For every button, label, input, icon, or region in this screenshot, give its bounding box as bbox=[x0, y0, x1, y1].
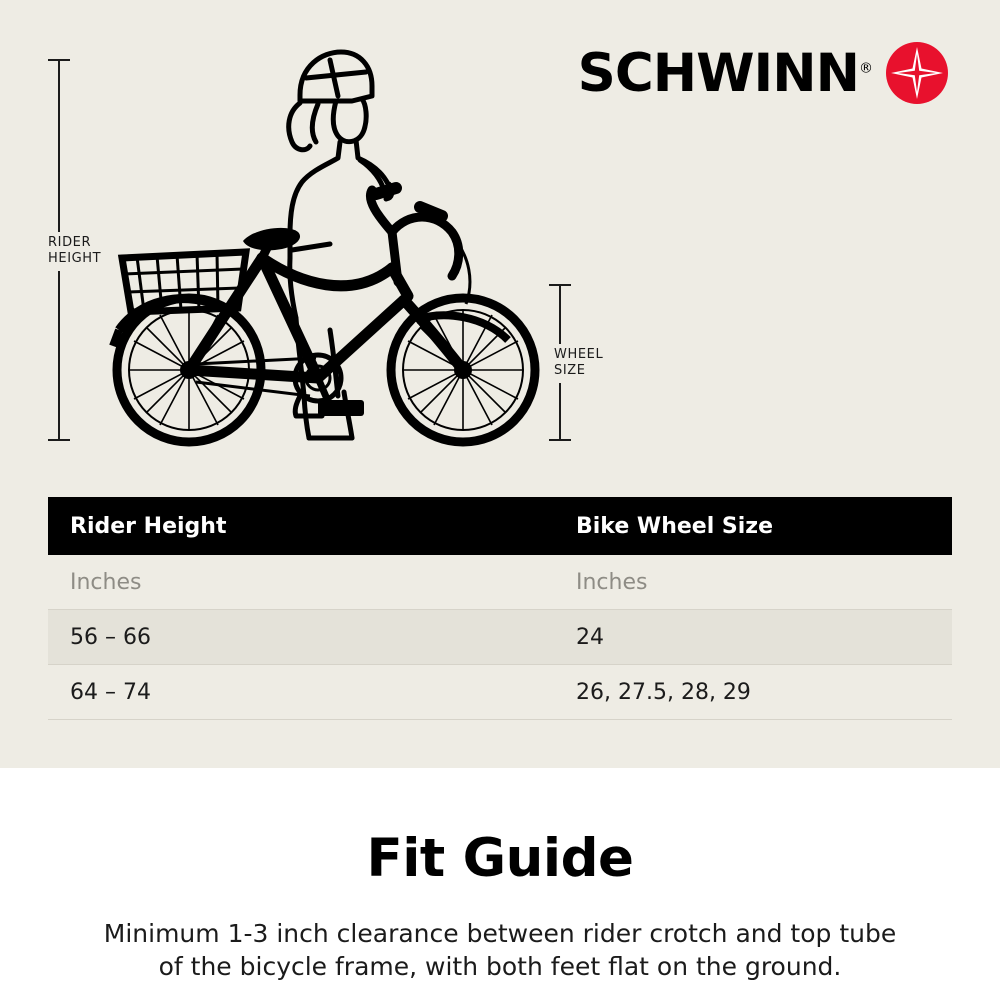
wheel-size-label-line1: WHEEL bbox=[554, 347, 604, 362]
rider-height-label-line2: HEIGHT bbox=[48, 251, 102, 267]
rider-height-label-line1: RIDER bbox=[48, 235, 92, 250]
page-title: Fit Guide bbox=[366, 828, 634, 889]
table-header-wheel-size: Bike Wheel Size bbox=[554, 497, 952, 555]
footer-description bbox=[0, 918, 1000, 983]
bike-illustration bbox=[0, 0, 1000, 490]
footer-description-line1: Minimum 1-3 inch clearance between rider crotch and top tube bbox=[103, 919, 897, 948]
table-header-rider-height: Rider Height bbox=[48, 497, 554, 555]
table-cell-rider-height: 56 – 66 bbox=[48, 610, 554, 665]
footer-panel bbox=[0, 768, 1000, 1000]
table-header-row bbox=[48, 497, 952, 555]
table-row bbox=[48, 610, 952, 665]
brand-trademark: ® bbox=[859, 59, 872, 76]
table-units-row bbox=[48, 555, 952, 610]
bicycle bbox=[113, 188, 535, 442]
table-cell-rider-height: 64 – 74 bbox=[48, 665, 554, 720]
table-cell-wheel-size: 24 bbox=[554, 610, 952, 665]
table-row bbox=[48, 665, 952, 720]
wheel-size-measure-label bbox=[554, 344, 603, 383]
brand-wordmark-text: SCHWINN bbox=[577, 42, 859, 104]
footer-description-line2: of the bicycle frame, with both feet flat on the ground. bbox=[158, 951, 842, 981]
fit-table bbox=[48, 497, 952, 720]
wheel-size-label-line2: SIZE bbox=[554, 363, 586, 379]
rider-height-measure-label bbox=[48, 232, 101, 271]
table-cell-wheel-size: 26, 27.5, 28, 29 bbox=[554, 665, 952, 720]
table-units-wheel-size: Inches bbox=[554, 555, 952, 610]
table-units-rider-height: Inches bbox=[48, 555, 554, 610]
